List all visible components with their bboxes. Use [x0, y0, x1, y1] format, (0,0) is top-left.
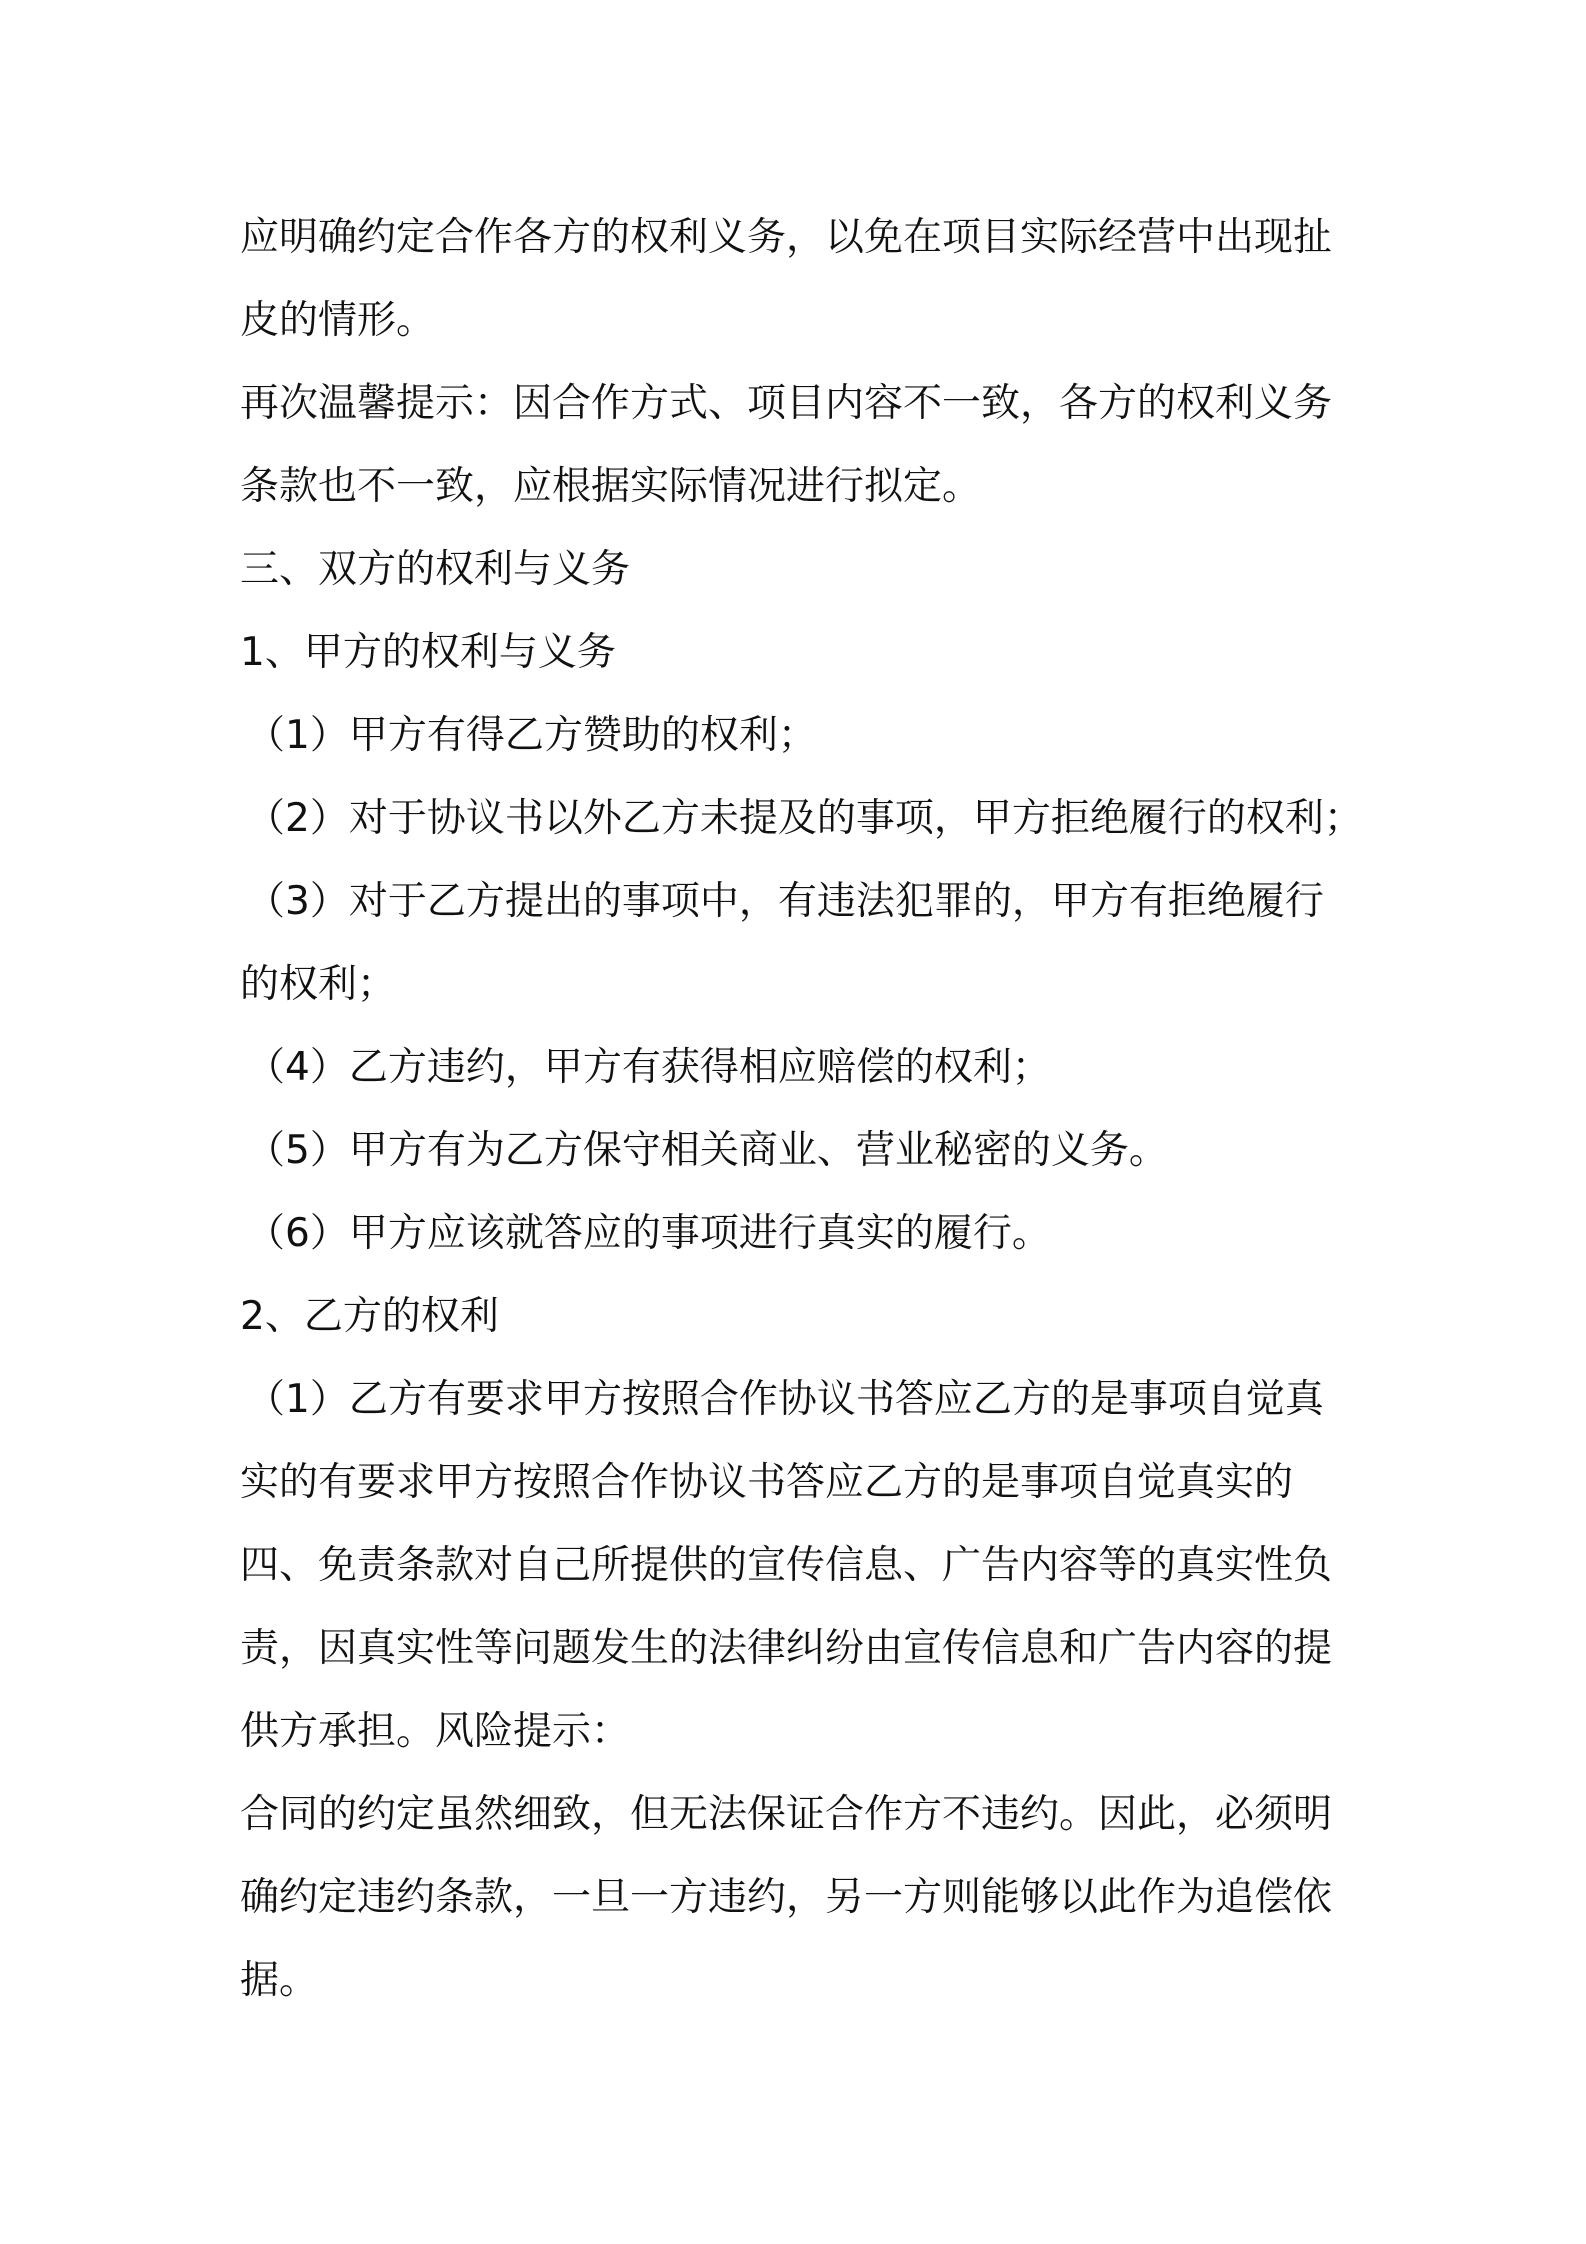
reminder-line: 再次温馨提示：因合作方式、项目内容不一致，各方的权利义务	[240, 381, 1333, 426]
list-item-continuation: 实的有要求甲方按照合作协议书答应乙方的是事项自觉真实的	[240, 1460, 1294, 1505]
list-item: （4）乙方违约，甲方有获得相应赔偿的权利；	[246, 1045, 1051, 1090]
subsection-heading: 1、甲方的权利与义务	[240, 630, 616, 675]
document-body	[240, 196, 1363, 2022]
paragraph-line: 皮的情形。	[240, 298, 436, 343]
list-item: （5）甲方有为乙方保守相关商业、营业秘密的义务。	[246, 1128, 1168, 1173]
paragraph-line: 应明确约定合作各方的权利义务，以免在项目实际经营中出现扯	[240, 215, 1333, 260]
list-item: （3）对于乙方提出的事项中，有违法犯罪的，甲方有拒绝履行	[246, 879, 1324, 924]
list-item-continuation: 的权利；	[240, 962, 397, 1007]
subsection-heading: 2、乙方的权利	[240, 1294, 499, 1339]
list-item: （6）甲方应该就答应的事项进行真实的履行。	[246, 1211, 1051, 1256]
section-paragraph-line: 四、免责条款对自己所提供的宣传信息、广告内容等的真实性负	[240, 1543, 1333, 1588]
risk-paragraph-line: 合同的约定虽然细致，但无法保证合作方不违约。因此，必须明	[240, 1792, 1333, 1837]
list-item: （1）乙方有要求甲方按照合作协议书答应乙方的是事项自觉真	[246, 1377, 1324, 1422]
reminder-line: 条款也不一致，应根据实际情况进行拟定。	[240, 464, 982, 509]
section-paragraph-line: 供方承担。风险提示：	[240, 1709, 631, 1754]
list-item: （1）甲方有得乙方赞助的权利；	[246, 713, 817, 758]
risk-paragraph-line: 确约定违约条款，一旦一方违约，另一方则能够以此作为追偿依	[240, 1875, 1333, 1920]
section-paragraph-line: 责，因真实性等问题发生的法律纠纷由宣传信息和广告内容的提	[240, 1626, 1333, 1671]
section-heading: 三、双方的权利与义务	[240, 547, 631, 592]
risk-paragraph-line: 据。	[240, 1958, 319, 2003]
list-item: （2）对于协议书以外乙方未提及的事项，甲方拒绝履行的权利；	[246, 796, 1363, 841]
